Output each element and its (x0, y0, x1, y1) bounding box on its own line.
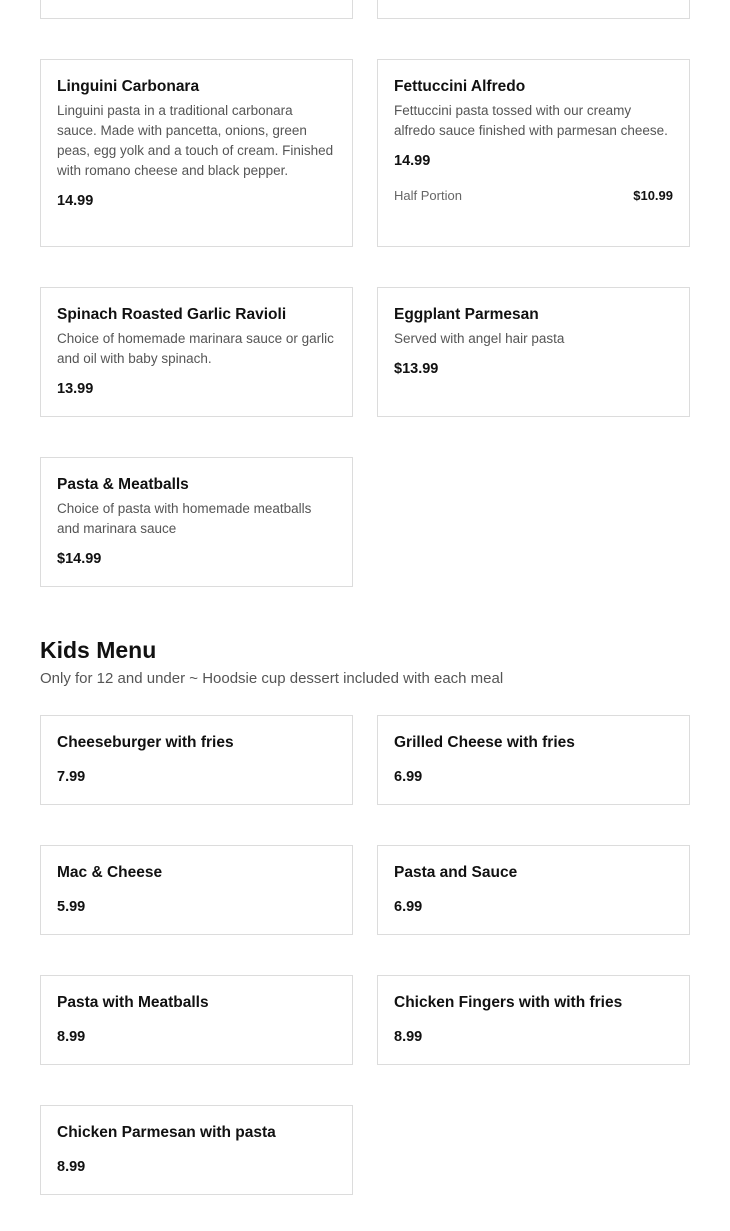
item-price: 6.99 (394, 899, 423, 915)
menu-card-partial (377, 0, 690, 19)
menu-card-kids (40, 1105, 353, 1195)
menu-card-kids (40, 845, 353, 935)
item-name: Pasta & Meatballs (57, 476, 189, 493)
item-name: Linguini Carbonara (57, 78, 200, 95)
item-price: $14.99 (57, 551, 102, 567)
menu-card-kids (40, 715, 353, 805)
menu-card-kids (377, 975, 690, 1065)
item-price: 7.99 (57, 769, 86, 785)
menu-card-kids (40, 975, 353, 1065)
menu-card-eggplant-parmesan (377, 287, 690, 417)
item-price: 8.99 (57, 1029, 86, 1045)
item-name: Spinach Roasted Garlic Ravioli (57, 306, 287, 323)
menu-card-spinach-ravioli (40, 287, 353, 417)
menu-card-fettuccini-alfredo (377, 59, 690, 247)
menu-card-partial (40, 0, 353, 19)
menu-card-kids (377, 845, 690, 935)
item-description: Choice of pasta with homemade meatballs and marinara sauce (57, 501, 312, 536)
item-price: 8.99 (394, 1029, 423, 1045)
item-description: Served with angel hair pasta (394, 331, 565, 346)
item-name: Chicken Fingers with with fries (394, 994, 623, 1011)
item-name: Pasta with Meatballs (57, 994, 209, 1011)
portion-label: Half Portion (394, 188, 462, 203)
item-price: $13.99 (394, 361, 439, 377)
item-description: Fettuccini pasta tossed with our creamy alfredo sauce finished with parmesan cheese. (394, 103, 668, 138)
item-name: Cheeseburger with fries (57, 734, 234, 751)
item-name: Eggplant Parmesan (394, 306, 539, 323)
menu-card-linguini-carbonara (40, 59, 353, 247)
section-title-kids-menu: Kids Menu (40, 637, 157, 663)
item-price: 8.99 (57, 1159, 86, 1175)
portion-price: $10.99 (633, 188, 673, 203)
menu-card-pasta-meatballs (40, 457, 353, 587)
item-price: 13.99 (57, 381, 94, 397)
item-price: 14.99 (57, 193, 94, 209)
item-description: Choice of homemade marinara sauce or garlic and oil with baby spinach. (57, 331, 334, 366)
item-name: Chicken Parmesan with pasta (57, 1124, 276, 1141)
item-name: Pasta and Sauce (394, 864, 518, 881)
item-name: Grilled Cheese with fries (394, 734, 575, 751)
item-price: 14.99 (394, 153, 431, 169)
section-subtitle: Only for 12 and under ~ Hoodsie cup dessert included with each meal (40, 670, 504, 687)
item-price: 6.99 (394, 769, 423, 785)
item-description: Linguini pasta in a traditional carbonara sauce. Made with pancetta, onions, green peas, egg yolk and a touch of cream. Finished with romano cheese and black pepper. (57, 103, 334, 178)
menu-card-kids (377, 715, 690, 805)
item-name: Mac & Cheese (57, 864, 163, 881)
item-price: 5.99 (57, 899, 86, 915)
item-name: Fettuccini Alfredo (394, 78, 526, 95)
half-portion-row (394, 187, 673, 205)
